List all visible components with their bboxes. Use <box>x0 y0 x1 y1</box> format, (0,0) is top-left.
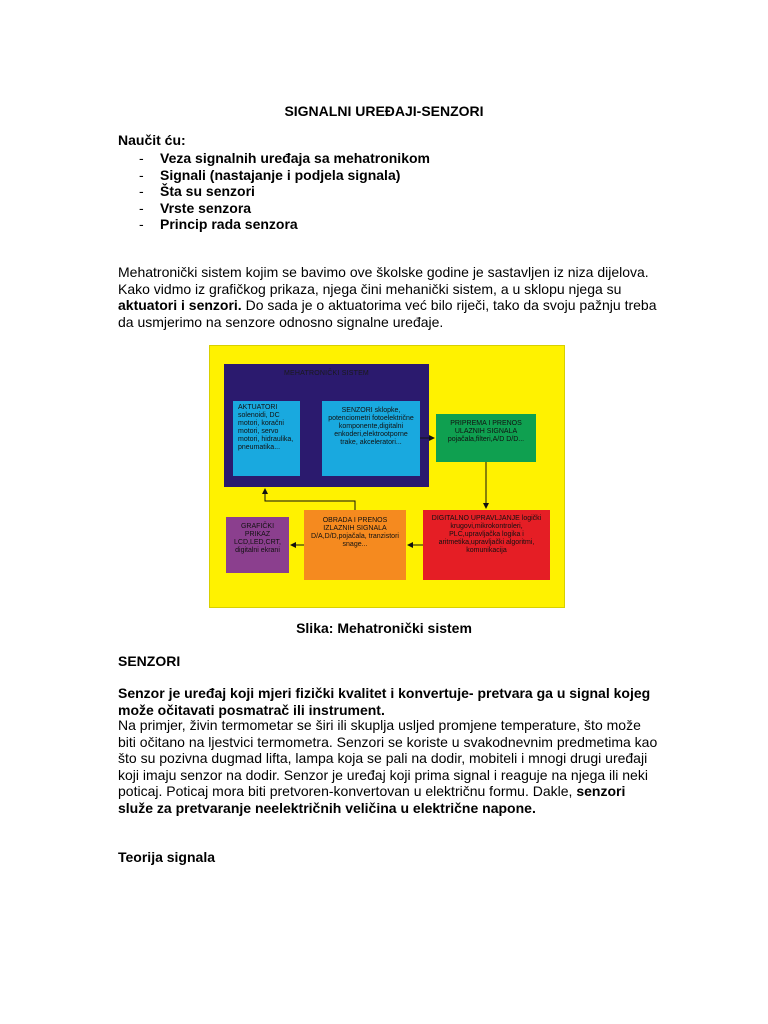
intro-bold-text: aktuatori i senzori. <box>118 297 242 313</box>
list-item-text: Šta su senzori <box>160 183 255 200</box>
intro-text: Mehatronički sistem kojim se bavimo ove školske godine je sastavljen iz niza dijelova. Kako vidmo iz grafičkog prikaza, njega čini mehanički sistem, a u sklopu njega su <box>118 264 649 297</box>
graficki-box: GRAFIČKI PRIKAZ LCD,LED,CRT, digitalni ekrani <box>226 517 289 573</box>
body-bold-text: senzori služe za pretvaranje neelektričnih veličina u električne napone. <box>118 783 626 816</box>
list-item-text: Signali (nastajanje i podjela signala) <box>160 166 401 183</box>
intro-text-end: Do sada je o aktuatorima već bilo riječi, tako da svoju pažnju treba da usmjerimo na senzore odnosno signalne uređaje. <box>118 297 657 330</box>
list-item: - Signali (nastajanje i podjela signala) <box>139 166 401 183</box>
list-item-text: Princip rada senzora <box>160 216 298 233</box>
mech-system-label: MEHATRONIČKI SISTEM <box>284 370 369 377</box>
learn-heading: Naučit ću: <box>118 132 186 148</box>
mechatronic-diagram <box>209 345 565 608</box>
arrow-obrada-aktuatori <box>265 489 355 510</box>
digitalno-box: DIGITALNO UPRAVLJANJE logički krugovi,mikrokontroleri, PLC,upravljačka logika i aritmetika,upravljački algoritmi, komunikacija <box>423 510 550 580</box>
senzori-paragraph <box>118 717 658 816</box>
list-item-text: Vrste senzora <box>160 199 252 216</box>
page-title: SIGNALNI UREĐAJI-SENZORI <box>284 103 484 119</box>
list-item: - Vrste senzora <box>139 199 252 216</box>
definition-text: Senzor je uređaj koji mjeri fizički kvalitet i konvertuje- pretvara ga u signal kojeg može očitavati posmatrač ili instrument. <box>118 685 651 718</box>
senzor-definition <box>118 685 658 718</box>
list-item-text: Veza signalnih uređaja sa mehatronikom <box>160 150 430 166</box>
learn-list <box>139 150 430 233</box>
intro-paragraph <box>118 264 658 330</box>
priprema-box: PRIPREMA I PRENOS ULAZNIH SIGNALA pojačala,filteri,A/D D/D... <box>436 414 536 462</box>
obrada-box: OBRADA I PRENOS IZLAZNIH SIGNALA D/A,D/D,pojačala, tranzistori snage... <box>304 510 406 580</box>
senzori-heading: SENZORI <box>118 653 181 669</box>
teorija-heading: Teorija signala <box>118 849 215 865</box>
list-item: - Veza signalnih uređaja sa mehatronikom <box>139 150 430 166</box>
figure-caption: Slika: Mehatronički sistem <box>296 620 472 636</box>
diagram-arrows <box>210 346 564 607</box>
list-item: - Šta su senzori <box>139 183 255 200</box>
list-item: - Princip rada senzora <box>139 216 298 233</box>
body-text: Na primjer, živin termometar se širi ili skuplja usljed promjene temperature, što može biti očitano na ljestvici termometra. Senzori se koriste u svakodnevnim predmetima kao što su pozivna dugmad lifta, lampa koja se pali na dodir, mobiteli i mnogi drugi uređaji koji imaju senzor na dodir. Senzor je uređaj koji prima signal i reaguje na njega ili neki poticaj. Poticaj mora biti pretvoren-konvertovan u električnu formu. Dakle, <box>118 717 658 799</box>
senzori-box: SENZORI sklopke, potenciometri fotoelektrične komponente,digitalni enkoderi,elektrootporne trake, akceleratori... <box>322 401 420 476</box>
aktuatori-box: AKTUATORI solenoidi, DC motori, koračni motori, servo motori, hidraulika, pneumatika... <box>233 401 300 476</box>
